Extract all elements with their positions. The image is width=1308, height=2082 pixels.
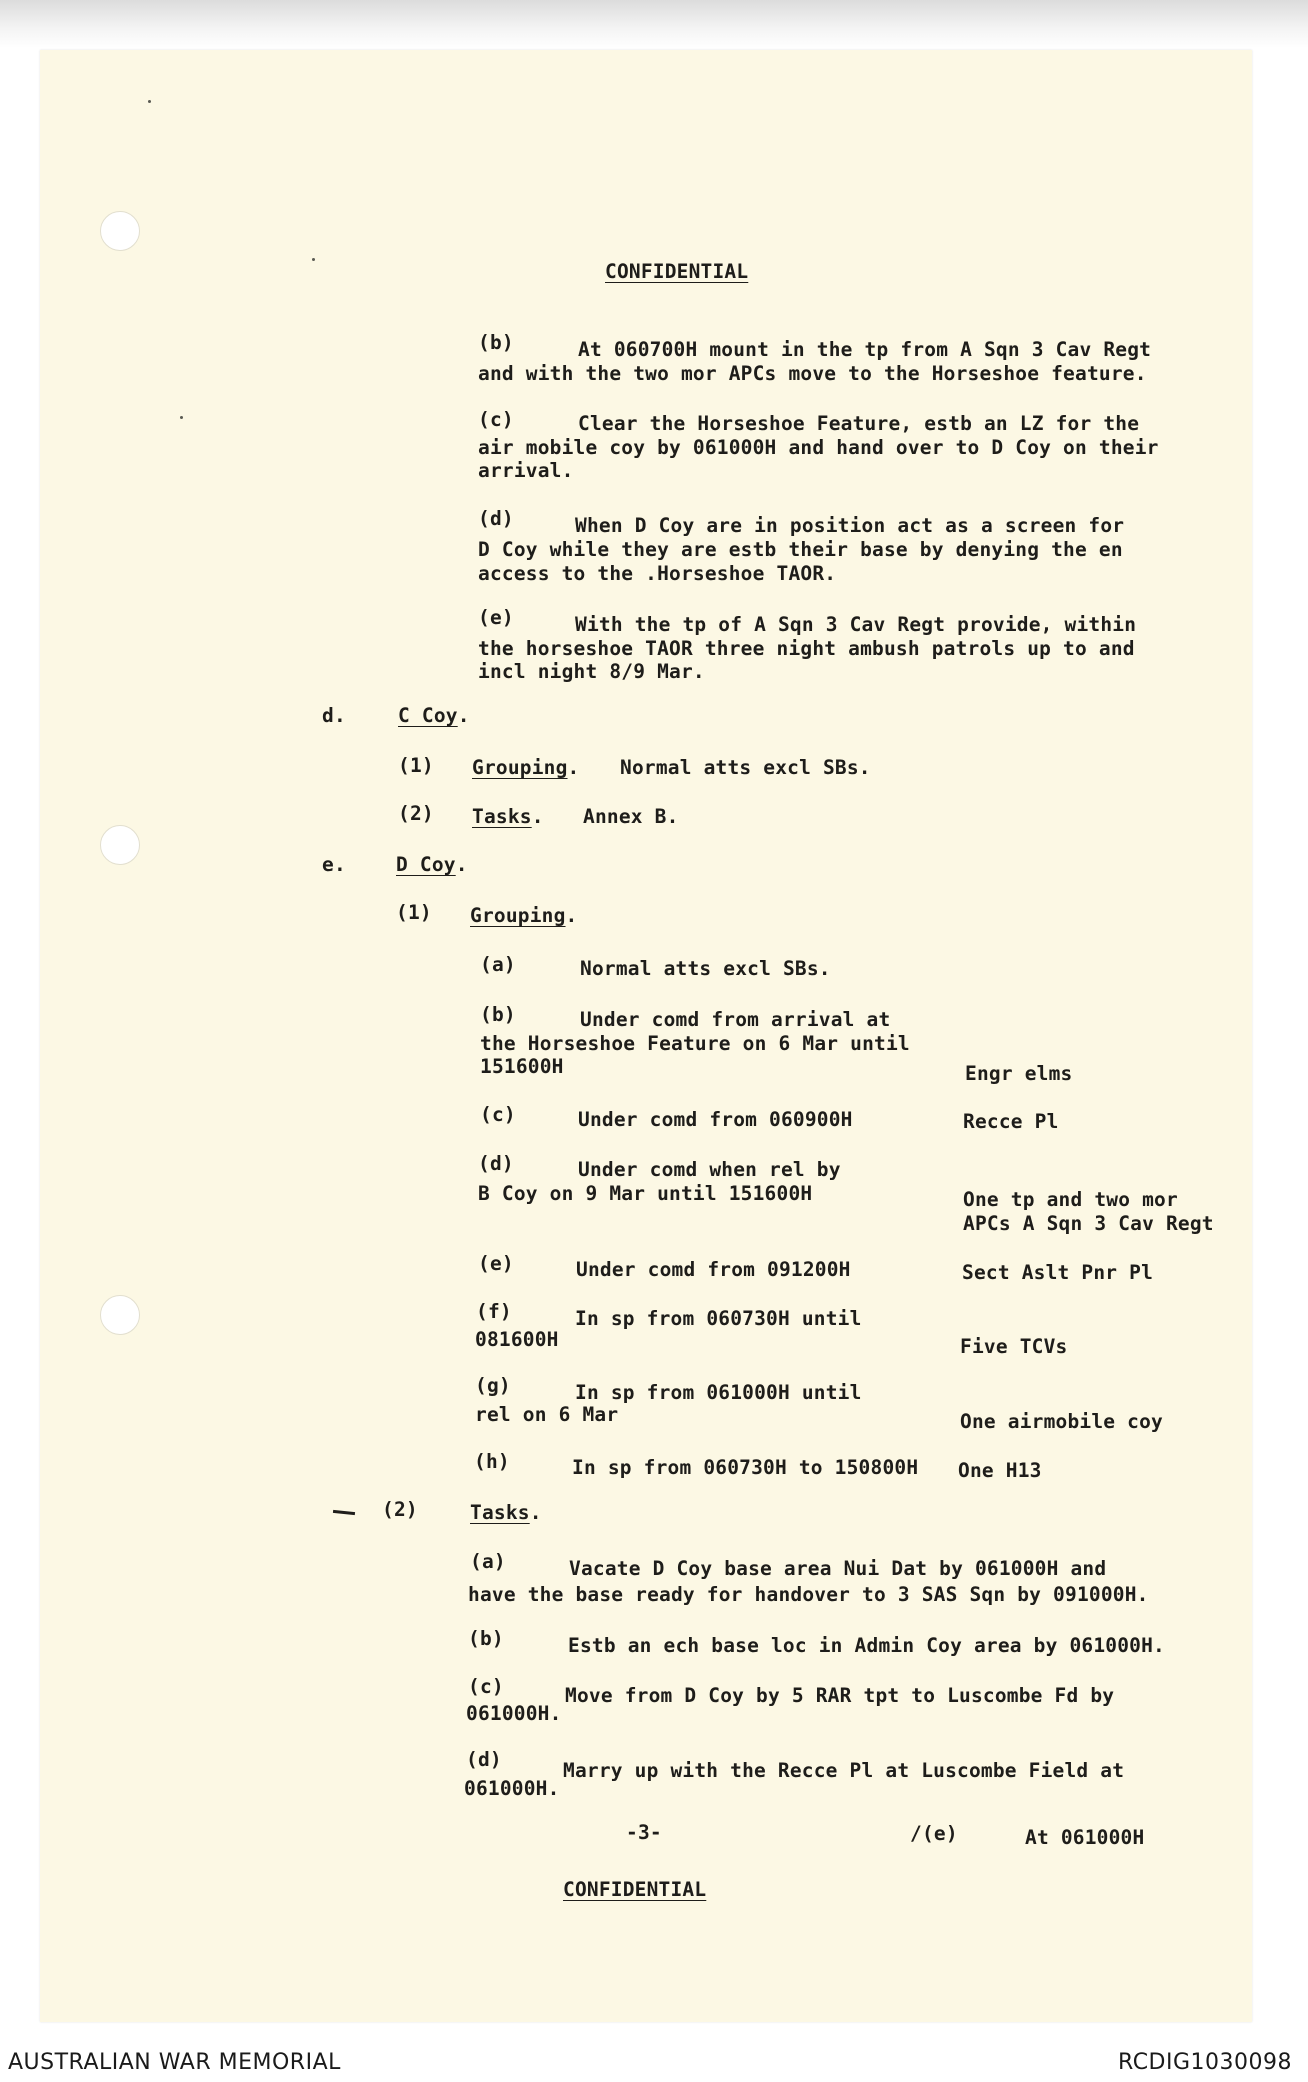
grouping-b-number: (b) bbox=[480, 1003, 516, 1026]
grouping-e-text: Under comd from 091200H bbox=[576, 1258, 851, 1281]
grouping-f-line1: In sp from 060730H until bbox=[575, 1307, 862, 1330]
grouping-d-unit-line1: One tp and two mor bbox=[963, 1188, 1178, 1211]
grouping-d-line1: Under comd when rel by bbox=[578, 1158, 841, 1181]
task-a-line2: have the base ready for handover to 3 SAS Sqn by 091000H. bbox=[468, 1583, 1149, 1606]
task-a-line1: Vacate D Coy base area Nui Dat by 061000H and bbox=[569, 1557, 1107, 1580]
grouping-g-line2: rel on 6 Mar bbox=[475, 1403, 619, 1426]
grouping-g-unit: One airmobile coy bbox=[960, 1410, 1163, 1433]
grouping-d-number: (d) bbox=[478, 1152, 514, 1175]
d-coy-tasks-label: Tasks bbox=[470, 1501, 530, 1524]
para-c-line1: Clear the Horseshoe Feature, estb an LZ for the bbox=[578, 412, 1140, 435]
punch-hole-middle bbox=[100, 825, 140, 865]
d-coy-grouping-label: Grouping bbox=[470, 904, 566, 927]
task-c-line2: 061000H. bbox=[466, 1702, 562, 1725]
para-d-line3: access to the .Horseshoe TAOR. bbox=[478, 562, 837, 585]
grouping-g-line1: In sp from 061000H until bbox=[575, 1381, 862, 1404]
d-coy-grouping-heading bbox=[470, 904, 577, 928]
d-coy-period: . bbox=[455, 853, 468, 876]
c-coy-tasks-text: Annex B. bbox=[583, 805, 679, 828]
d-coy-title: D Coy bbox=[396, 853, 456, 876]
grouping-b-unit: Engr elms bbox=[965, 1062, 1073, 1085]
c-coy-grouping-label: Grouping bbox=[472, 756, 568, 779]
c-coy-tasks-heading bbox=[472, 805, 544, 829]
c-coy-title: C Coy bbox=[398, 704, 458, 727]
d-coy-tasks-number: (2) bbox=[382, 1498, 418, 1521]
grouping-h-number: (h) bbox=[474, 1450, 510, 1473]
grouping-d-line2: B Coy on 9 Mar until 151600H bbox=[478, 1182, 813, 1205]
page-number: -3- bbox=[626, 1821, 662, 1844]
section-d-letter: d. bbox=[322, 704, 346, 727]
c-coy-grouping-period: . bbox=[567, 756, 580, 779]
paper-speck bbox=[312, 258, 315, 261]
archive-record-id: RCDIG1030098 bbox=[1118, 2050, 1293, 2075]
para-d-line2: D Coy while they are estb their base by denying the en bbox=[478, 538, 1123, 561]
d-coy-heading bbox=[396, 853, 468, 877]
grouping-h-text: In sp from 060730H to 150800H bbox=[572, 1456, 919, 1479]
grouping-b-line2: the Horseshoe Feature on 6 Mar until bbox=[480, 1032, 910, 1055]
c-coy-heading bbox=[398, 704, 470, 728]
task-d-number: (d) bbox=[466, 1748, 502, 1771]
grouping-f-number: (f) bbox=[476, 1300, 512, 1323]
para-c-line3: arrival. bbox=[478, 459, 574, 482]
c-coy-period: . bbox=[457, 704, 470, 727]
grouping-h-unit: One H13 bbox=[958, 1459, 1042, 1482]
c-coy-grouping-text: Normal atts excl SBs. bbox=[620, 756, 871, 779]
grouping-c-text: Under comd from 060900H bbox=[578, 1108, 853, 1131]
c-coy-tasks-period: . bbox=[531, 805, 544, 828]
grouping-g-number: (g) bbox=[475, 1374, 511, 1397]
classification-footer: CONFIDENTIAL bbox=[563, 1878, 707, 1901]
continuation-marker: /(e) bbox=[910, 1822, 958, 1845]
para-b-line1: At 060700H mount in the tp from A Sqn 3 Cav Regt bbox=[578, 338, 1152, 361]
grouping-e-unit: Sect Aslt Pnr Pl bbox=[962, 1261, 1154, 1284]
para-b-number: (b) bbox=[478, 331, 514, 354]
para-d-line1: When D Coy are in position act as a screen for bbox=[575, 514, 1125, 537]
para-c-line2: air mobile coy by 061000H and hand over to D Coy on their bbox=[478, 436, 1159, 459]
task-d-line1: Marry up with the Recce Pl at Luscombe Field at bbox=[563, 1759, 1125, 1782]
grouping-b-line1: Under comd from arrival at bbox=[580, 1008, 891, 1031]
task-a-number: (a) bbox=[470, 1550, 506, 1573]
grouping-e-number: (e) bbox=[478, 1252, 514, 1275]
para-e-line1: With the tp of A Sqn 3 Cav Regt provide, within bbox=[575, 613, 1137, 636]
punch-hole-bottom bbox=[100, 1295, 140, 1335]
grouping-f-line2: 081600H bbox=[475, 1328, 559, 1351]
grouping-b-line3: 151600H bbox=[480, 1055, 564, 1078]
c-coy-grouping-heading bbox=[472, 756, 579, 780]
grouping-c-unit: Recce Pl bbox=[963, 1110, 1059, 1133]
paper-speck bbox=[148, 100, 151, 103]
para-d-number: (d) bbox=[478, 507, 514, 530]
c-coy-tasks-number: (2) bbox=[398, 802, 434, 825]
punch-hole-top bbox=[100, 211, 140, 251]
para-b-line2: and with the two mor APCs move to the Horseshoe feature. bbox=[478, 362, 1147, 385]
classification-header: CONFIDENTIAL bbox=[605, 260, 749, 283]
grouping-d-unit-line2: APCs A Sqn 3 Cav Regt bbox=[963, 1212, 1214, 1235]
d-coy-grouping-number: (1) bbox=[396, 901, 432, 924]
para-e-line3: incl night 8/9 Mar. bbox=[478, 660, 705, 683]
continuation-text: At 061000H bbox=[1025, 1826, 1145, 1849]
para-e-number: (e) bbox=[478, 606, 514, 629]
d-coy-grouping-period: . bbox=[565, 904, 578, 927]
archive-name: AUSTRALIAN WAR MEMORIAL bbox=[8, 2050, 341, 2075]
task-b-text: Estb an ech base loc in Admin Coy area by 061000H. bbox=[568, 1634, 1165, 1657]
task-c-number: (c) bbox=[468, 1675, 504, 1698]
section-e-letter: e. bbox=[322, 853, 346, 876]
para-e-line2: the horseshoe TAOR three night ambush patrols up to and bbox=[478, 637, 1135, 660]
scan-top-edge bbox=[0, 0, 1308, 48]
grouping-c-number: (c) bbox=[480, 1103, 516, 1126]
grouping-a-text: Normal atts excl SBs. bbox=[580, 957, 831, 980]
grouping-f-unit: Five TCVs bbox=[960, 1335, 1068, 1358]
c-coy-tasks-label: Tasks bbox=[472, 805, 532, 828]
d-coy-tasks-heading bbox=[470, 1501, 542, 1525]
paper-speck bbox=[180, 416, 183, 419]
task-d-line2: 061000H. bbox=[464, 1777, 560, 1800]
para-c-number: (c) bbox=[478, 408, 514, 431]
task-b-number: (b) bbox=[468, 1627, 504, 1650]
d-coy-tasks-period: . bbox=[529, 1501, 542, 1524]
grouping-a-number: (a) bbox=[480, 953, 516, 976]
task-c-line1: Move from D Coy by 5 RAR tpt to Luscombe Fd by bbox=[565, 1684, 1115, 1707]
c-coy-grouping-number: (1) bbox=[398, 754, 434, 777]
